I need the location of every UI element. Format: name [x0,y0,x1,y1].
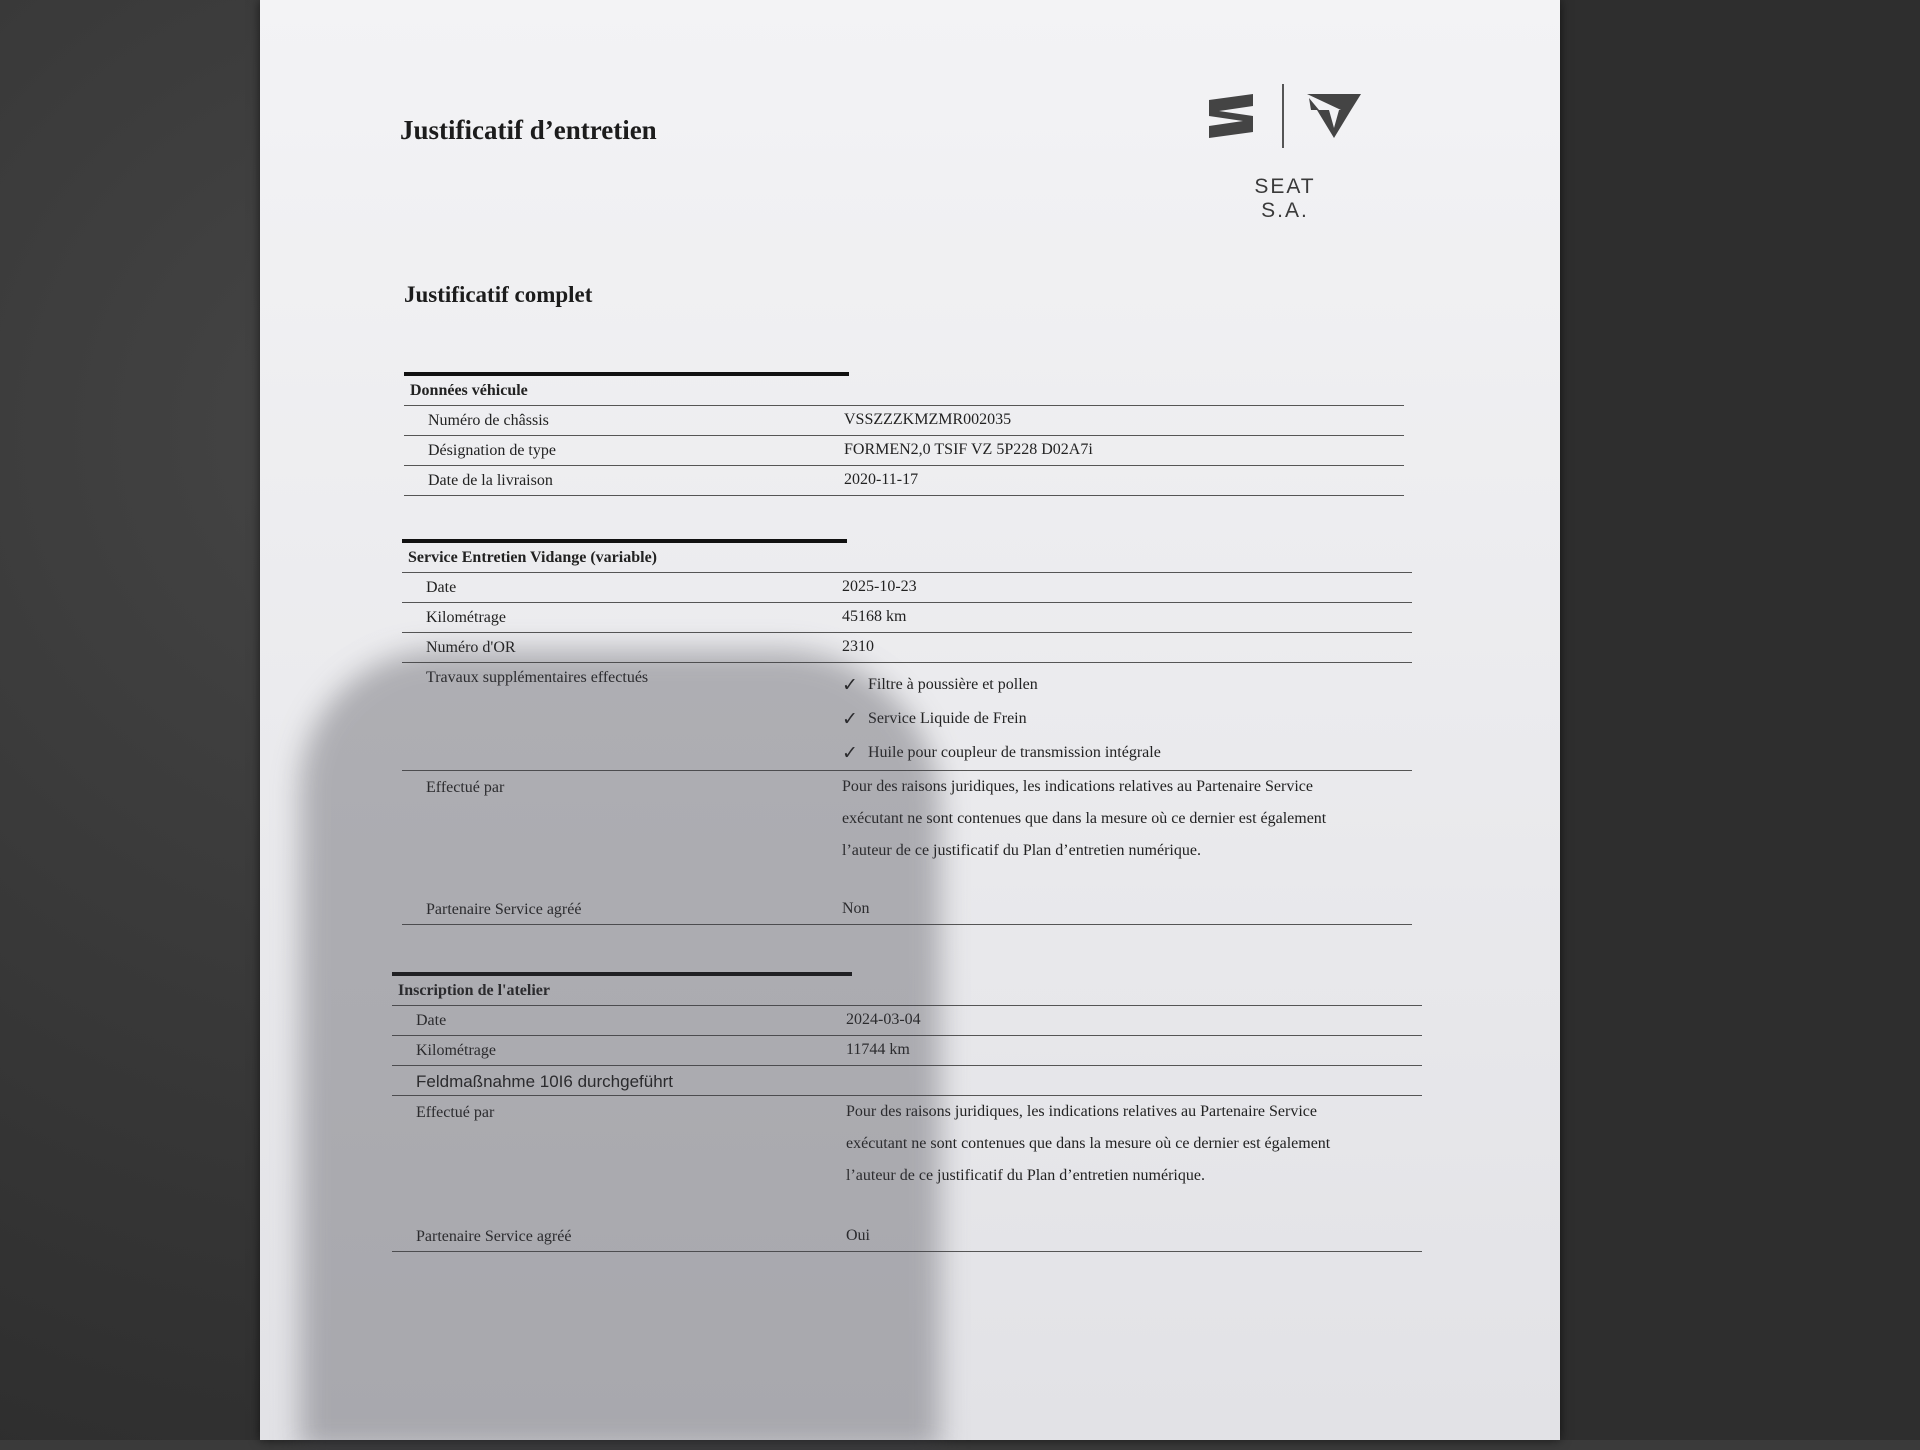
checkmark-icon: ✓ [842,674,858,696]
extra-work-item: Service Liquide de Frein [868,710,1027,727]
row-label: Partenaire Service agréé [426,901,582,918]
row-value: 45168 km [842,608,907,625]
row-label: Date de la livraison [428,472,553,489]
row-value: FORMEN2,0 TSIF VZ 5P228 D02A7i [844,441,1093,458]
cupra-logo-icon [1307,94,1361,138]
row-label: Kilométrage [426,609,506,626]
vehicle-data-section [404,372,1404,496]
extra-work-item: Filtre à poussière et pollen [868,676,1038,693]
row-label: Date [416,1012,447,1029]
table-row [404,406,1404,436]
row-value: VSSZZZKMZMR002035 [844,411,1012,428]
seat-logo-icon [1209,94,1253,138]
checkmark-icon: ✓ [842,708,858,730]
extra-work-item: Huile pour coupleur de transmission intégrale [868,744,1161,761]
note-line: Pour des raisons juridiques, les indications relatives au Partenaire Service [846,1103,1317,1120]
vehicle-data-heading: Données véhicule [404,376,1404,406]
row-label: Date [426,579,457,596]
row-label: Partenaire Service agréé [416,1228,572,1245]
row-label: Travaux supplémentaires effectués [426,669,649,686]
list-item [842,668,1412,702]
table-row [402,573,1412,603]
row-value: Non [842,900,870,917]
note-line: l’auteur de ce justificatif du Plan d’entretien numérique. [842,842,1201,859]
table-row [404,436,1404,466]
row-label: Effectué par [416,1104,495,1121]
row-value: 2025-10-23 [842,578,917,595]
service-heading: Service Entretien Vidange (variable) [402,543,1412,573]
row-label: Désignation de type [428,442,556,459]
row-label: Numéro d'OR [426,639,516,656]
note-line: Pour des raisons juridiques, les indications relatives au Partenaire Service [842,778,1313,795]
row-value: 2020-11-17 [844,471,919,488]
table-row [404,466,1404,496]
row-value: 11744 km [846,1041,910,1058]
row-value: Oui [846,1227,870,1244]
checkmark-icon: ✓ [842,742,858,764]
note-line: exécutant ne sont contenues que dans la mesure où ce dernier est également [846,1135,1331,1152]
section-heading: Justificatif complet [404,282,593,307]
row-label: Numéro de châssis [428,412,549,429]
row-value: 2024-03-04 [846,1011,921,1028]
campaign-label: Feldmaßnahme 10I6 durchgeführt [416,1072,674,1091]
note-line: l’auteur de ce justificatif du Plan d’entretien numérique. [846,1167,1205,1184]
row-label: Kilométrage [416,1042,496,1059]
workshop-heading: Inscription de l'atelier [392,976,1422,1006]
brand-name: SEAT S.A. [1254,175,1316,222]
note-line: exécutant ne sont contenues que dans la mesure où ce dernier est également [842,810,1327,827]
list-item [842,702,1412,736]
table-row [402,603,1412,633]
row-label: Effectué par [426,779,505,796]
hand-shadow [300,650,940,1450]
row-value: 2310 [842,638,874,655]
document-title: Justificatif d’entretien [400,115,657,145]
